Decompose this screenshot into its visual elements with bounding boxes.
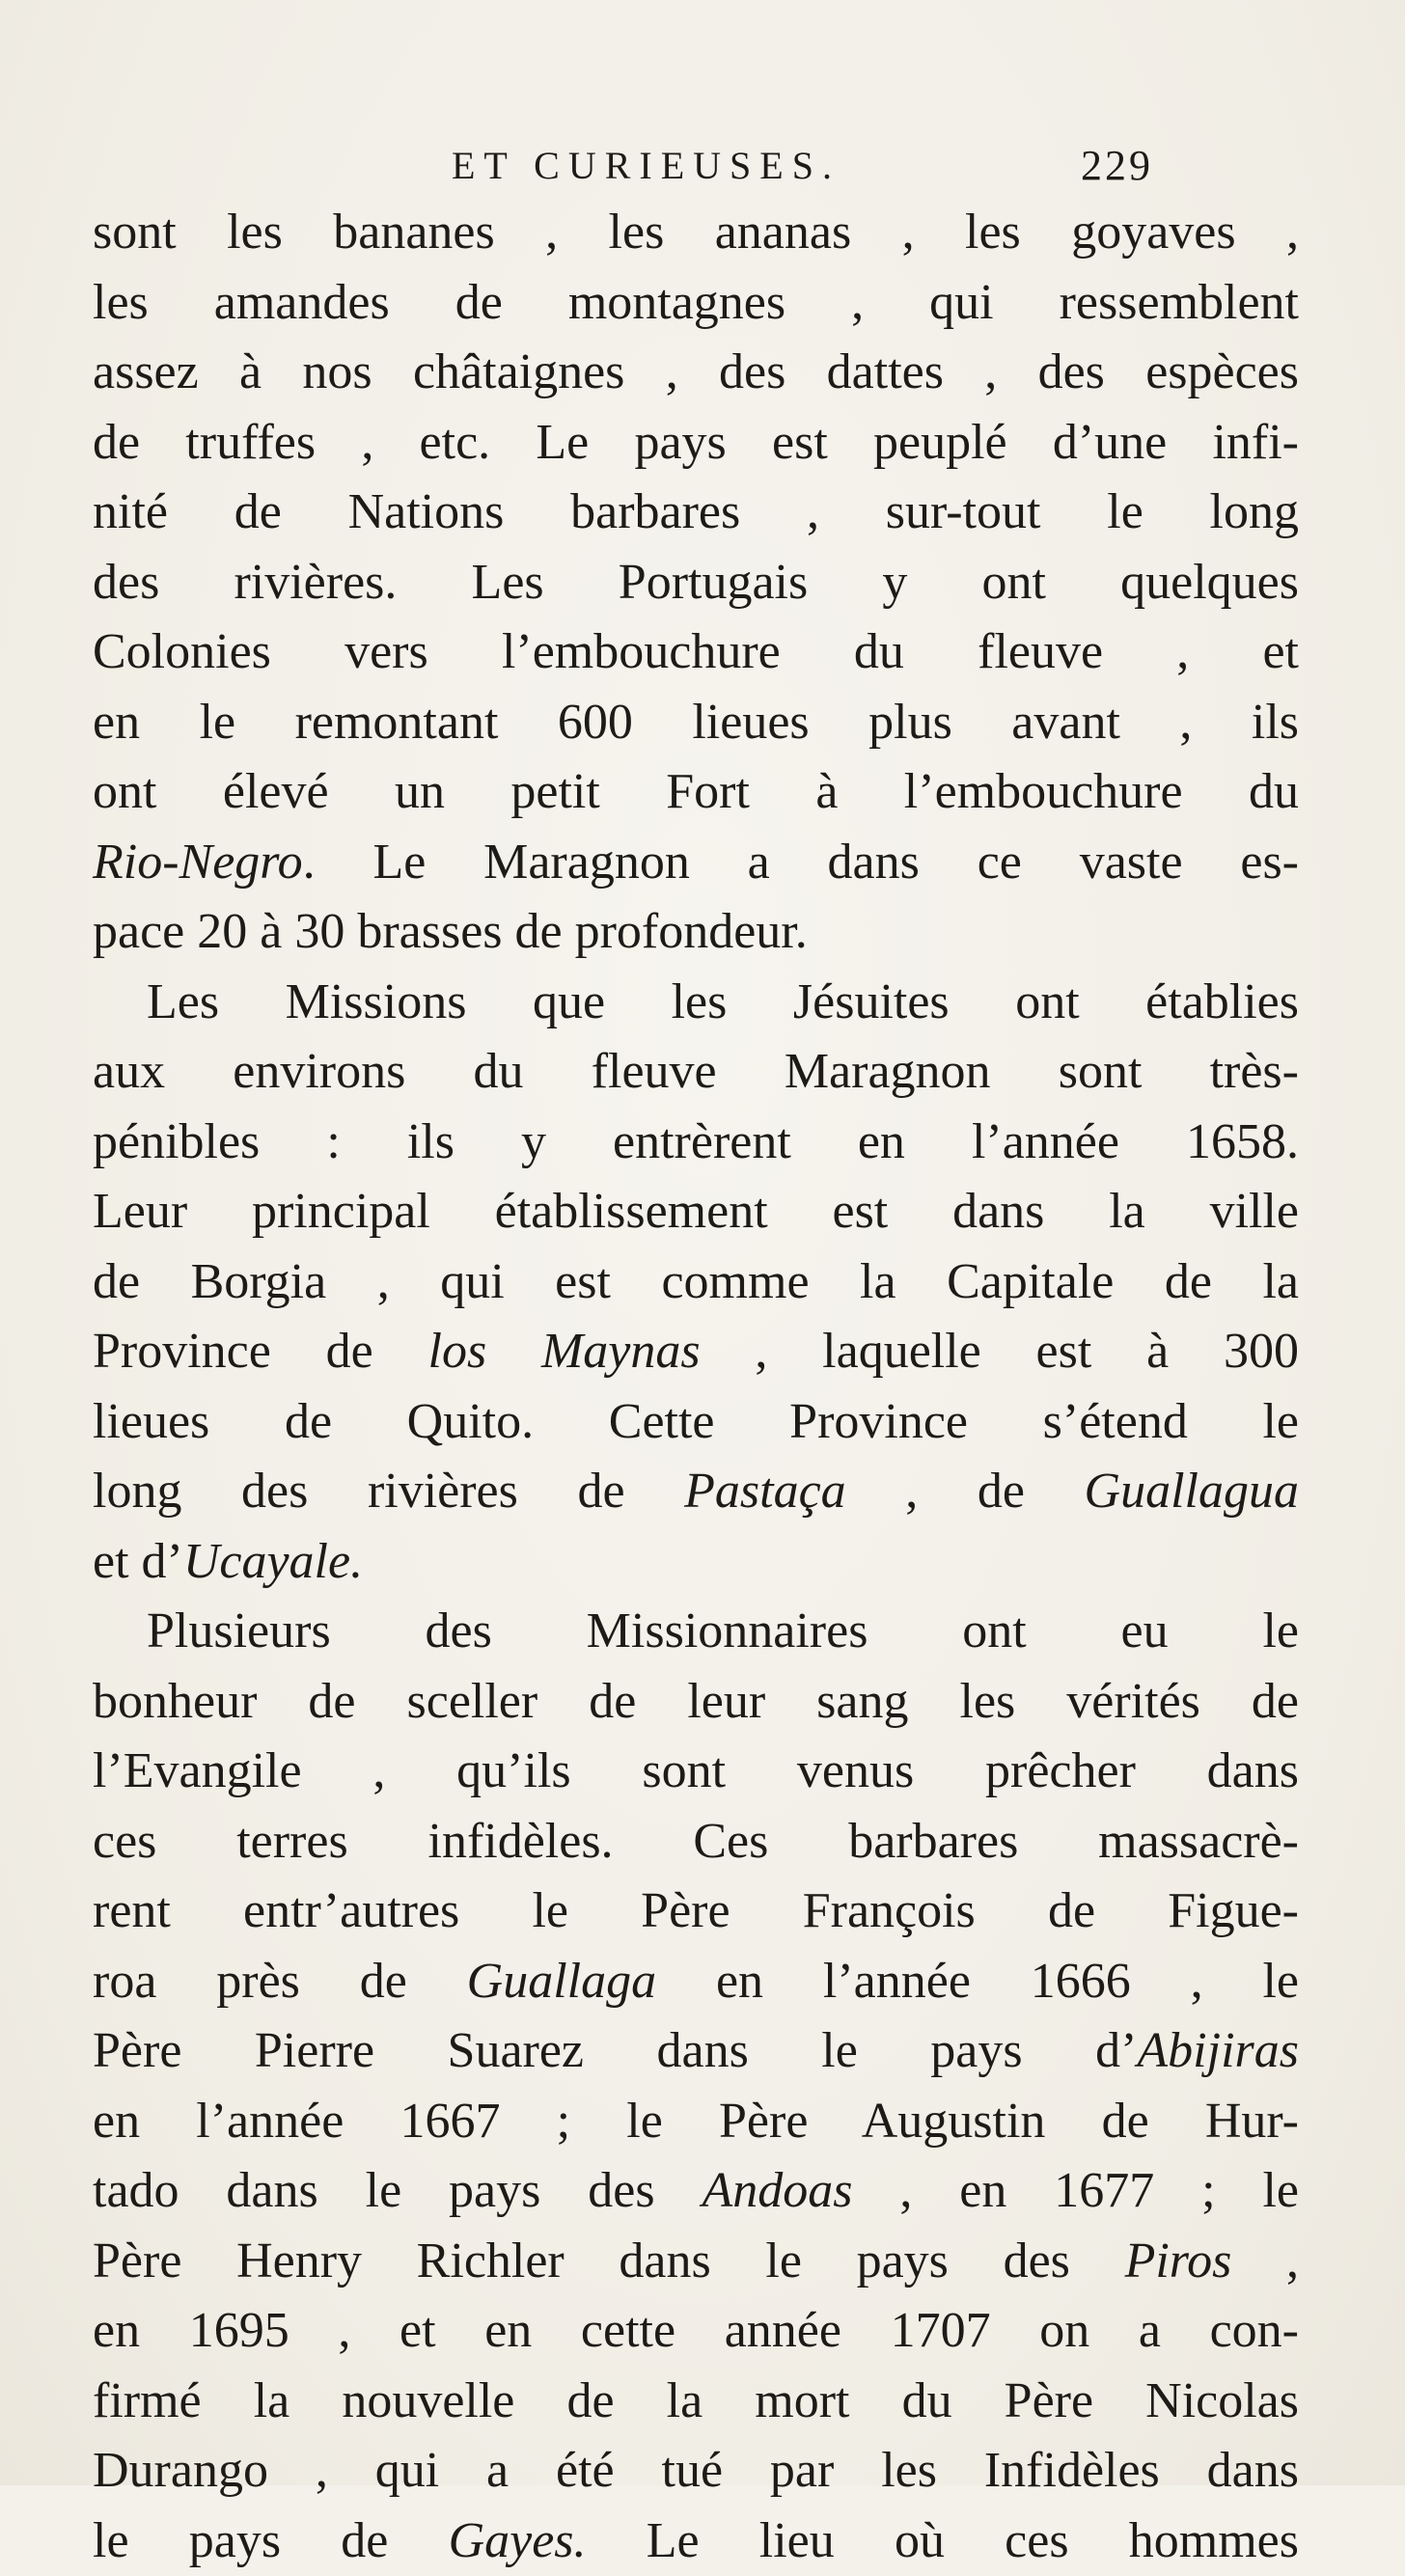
text-line [93, 897, 1299, 968]
text-line [93, 268, 1299, 339]
text-line [93, 2296, 1299, 2367]
text-line [93, 1387, 1299, 1458]
text-run: bonheur de sceller de leur sang les vérités de [93, 1674, 1299, 1729]
text-line [93, 2156, 1299, 2227]
italic-text: Abijiras [1137, 2023, 1299, 2078]
italic-text: Andoas [702, 2163, 852, 2218]
text-line [93, 1037, 1299, 1108]
text-run: en 1695 , et en cette année 1707 on a con- [93, 2303, 1299, 2358]
text-run: Les Missions que les Jésuites ont établies [147, 974, 1299, 1029]
text-run: , laquelle est à 300 [701, 1324, 1299, 1379]
text-line [93, 1527, 1299, 1598]
text-line [93, 2227, 1299, 2297]
running-head-title: ET CURIEUSES. [452, 137, 840, 195]
text-run: Plusieurs des Missionnaires ont eu le [147, 1603, 1299, 1658]
text-run: et d’ [93, 1534, 183, 1589]
text-line [93, 1947, 1299, 2017]
text-run: lieues de Quito. Cette Province s’étend le [93, 1394, 1299, 1449]
text-line [93, 2087, 1299, 2157]
text-line [93, 198, 1299, 268]
text-line [93, 1807, 1299, 1877]
text-run: , [1231, 2233, 1299, 2288]
text-run: pénibles : ils y entrèrent en l’année 1658. [93, 1114, 1299, 1169]
text-run: tado dans le pays des [93, 2163, 702, 2218]
text-line [93, 1108, 1299, 1178]
text-line [93, 617, 1299, 688]
text-run: en l’année 1667 ; le Père Augustin de Hur- [93, 2094, 1299, 2149]
text-run: aux environs du fleuve Maragnon sont très- [93, 1044, 1299, 1099]
text-run: de Borgia , qui est comme la Capitale de la [93, 1254, 1299, 1309]
text-run: rent entr’autres le Père François de Figue- [93, 1883, 1299, 1938]
text-run: Père Henry Richler dans le pays des [93, 2233, 1125, 2288]
text-line [93, 1177, 1299, 1247]
text-line [93, 968, 1299, 1038]
text-run: le pays de [93, 2513, 449, 2568]
text-run: Durango , qui a été tué par les Infidèles dans [93, 2443, 1299, 2498]
text-line [93, 1667, 1299, 1738]
text-line [93, 2507, 1299, 2576]
text-line [93, 1597, 1299, 1667]
text-run: Père Pierre Suarez dans le pays d’ [93, 2023, 1137, 2078]
italic-text: Ucayale. [183, 1534, 363, 1589]
text-run: sont les bananes , les ananas , les goyaves , [93, 205, 1299, 260]
text-line [93, 338, 1299, 408]
italic-text: Rio-Negro [93, 835, 303, 890]
text-run: . Le Maragnon a dans ce vaste es- [303, 835, 1299, 890]
text-run: Le lieu où ces hommes [587, 2513, 1299, 2568]
text-run: ces terres infidèles. Ces barbares massacrè- [93, 1814, 1299, 1869]
text-run: les amandes de montagnes , qui ressemblent [93, 275, 1299, 330]
text-run: en l’année 1666 , le [656, 1954, 1299, 2009]
text-line [93, 1457, 1299, 1527]
text-line [93, 688, 1299, 758]
text-line [93, 2436, 1299, 2507]
page-number: 229 [1081, 137, 1153, 195]
text-run: Province de [93, 1324, 428, 1379]
text-run: assez à nos châtaignes , des dattes , des espèces [93, 344, 1299, 399]
italic-text: Piros [1125, 2233, 1232, 2288]
text-line [93, 1247, 1299, 1318]
text-run: nité de Nations barbares , sur-tout le long [93, 484, 1299, 539]
text-line [93, 1877, 1299, 1947]
text-run: en le remontant 600 lieues plus avant , ils [93, 695, 1299, 750]
text-run: , en 1677 ; le [852, 2163, 1299, 2218]
text-line [93, 1317, 1299, 1387]
text-run: , de [846, 1464, 1085, 1519]
italic-text: Guallaga [467, 1954, 656, 2009]
text-line [93, 2016, 1299, 2087]
text-line [93, 757, 1299, 828]
text-run: des rivières. Les Portugais y ont quelques [93, 555, 1299, 610]
text-run: long des rivières de [93, 1464, 684, 1519]
text-run: Colonies vers l’embouchure du fleuve , et [93, 624, 1299, 679]
text-line [93, 478, 1299, 548]
text-line [93, 828, 1299, 898]
body-text [93, 198, 1299, 2576]
text-line [93, 2367, 1299, 2437]
text-run: firmé la nouvelle de la mort du Père Nicolas [93, 2373, 1299, 2428]
italic-text: Pastaça [684, 1464, 846, 1519]
italic-text: los Maynas [428, 1324, 701, 1379]
text-run: roa près de [93, 1954, 467, 2009]
italic-text: Gayes. [449, 2513, 587, 2568]
text-run: de truffes , etc. Le pays est peuplé d’une infi- [93, 415, 1299, 470]
text-line [93, 1737, 1299, 1807]
italic-text: Guallagua [1085, 1464, 1299, 1519]
text-run: l’Evangile , qu’ils sont venus prêcher dans [93, 1743, 1299, 1798]
text-line [93, 408, 1299, 479]
text-run: pace 20 à 30 brasses de profondeur. [93, 904, 808, 959]
text-run: ont élevé un petit Fort à l’embouchure du [93, 764, 1299, 819]
text-line [93, 548, 1299, 618]
running-head [0, 137, 1405, 195]
text-run: Leur principal établissement est dans la ville [93, 1184, 1299, 1239]
